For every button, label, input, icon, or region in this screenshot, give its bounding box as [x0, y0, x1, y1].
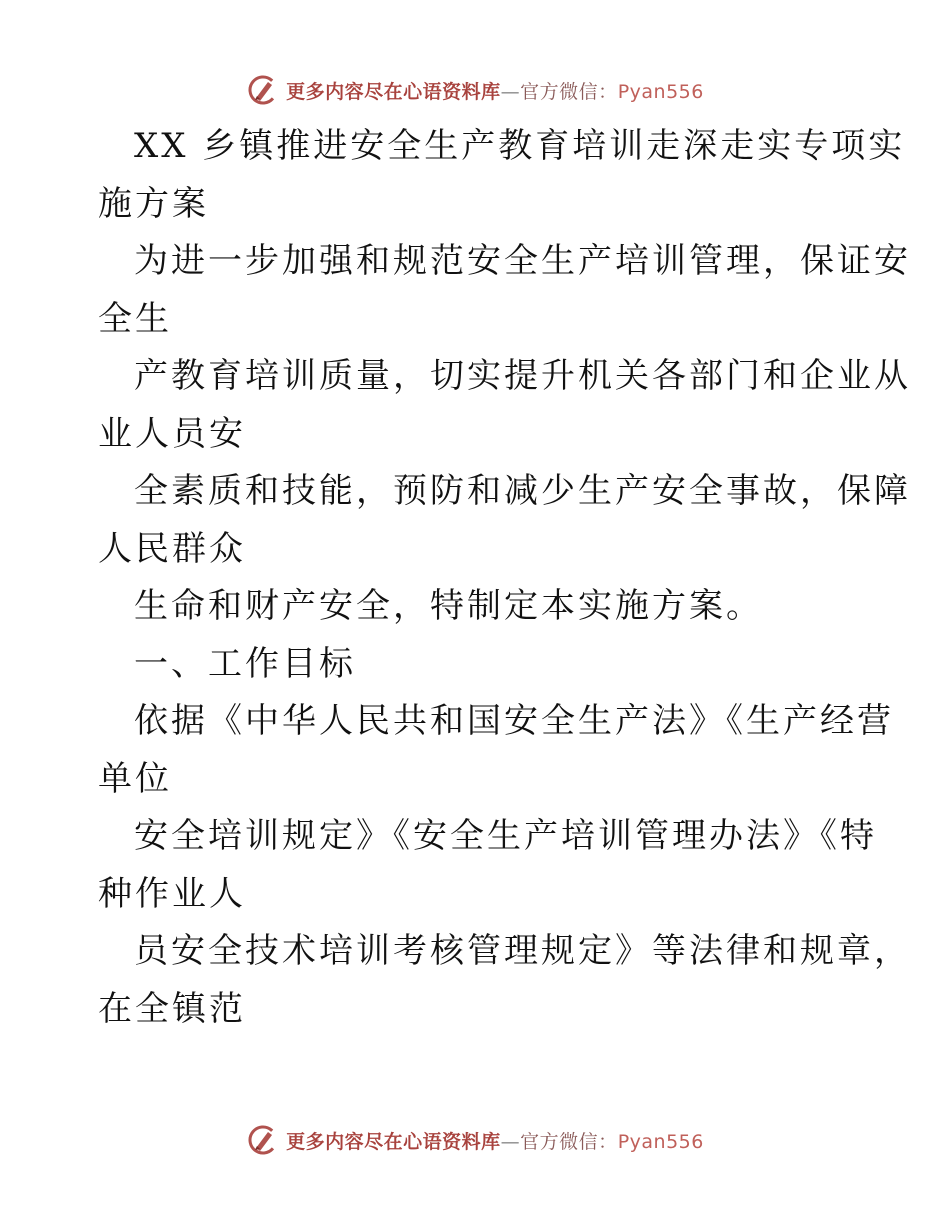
banner-account: Pyan556: [617, 80, 704, 103]
banner-brand: 更多内容尽在心语资料库: [286, 80, 501, 103]
header-banner: [0, 70, 950, 110]
doc-title-line-1: XX 乡镇推进安全生产教育培训走深走实专项实: [134, 126, 906, 166]
footer-banner: [0, 1120, 950, 1160]
doc-text-line: 业人员安: [98, 413, 246, 454]
banner-text: [286, 1127, 704, 1154]
doc-text-line: 生命和财产安全，特制定本实施方案。: [134, 586, 763, 626]
doc-text-line: 安全培训规定》《安全生产培训管理办法》《特: [134, 816, 877, 856]
banner-brand: 更多内容尽在心语资料库: [286, 1130, 501, 1153]
doc-text-line: 人民群众: [98, 528, 246, 569]
doc-text-line: 在全镇范: [98, 988, 246, 1029]
doc-text-line: 为进一步加强和规范安全生产培训管理，保证安: [134, 241, 911, 281]
doc-text-line: 全素质和技能，预防和减少生产安全事故，保障: [134, 471, 911, 511]
doc-text-line: 全生: [98, 298, 172, 339]
doc-text-line: 单位: [98, 758, 172, 799]
doc-title-line-2: 施方案: [98, 183, 209, 224]
doc-text-line: 员安全技术培训考核管理规定》等法律和规章，: [134, 931, 911, 971]
document-body: [98, 118, 911, 1038]
doc-text-line: 依据《中华人民共和国安全生产法》《生产经营: [134, 701, 894, 741]
banner-label: 官方微信：: [520, 1130, 618, 1153]
banner-text: [286, 77, 704, 104]
section-heading: 一、工作目标: [134, 643, 356, 684]
banner-separator: —: [500, 1130, 521, 1153]
banner-account: Pyan556: [617, 1130, 704, 1153]
logo-icon: [246, 73, 280, 107]
banner-separator: —: [500, 80, 521, 103]
doc-text-line: 种作业人: [98, 873, 246, 914]
logo-icon: [246, 1123, 280, 1157]
banner-label: 官方微信：: [520, 80, 618, 103]
doc-text-line: 产教育培训质量，切实提升机关各部门和企业从: [134, 356, 911, 396]
